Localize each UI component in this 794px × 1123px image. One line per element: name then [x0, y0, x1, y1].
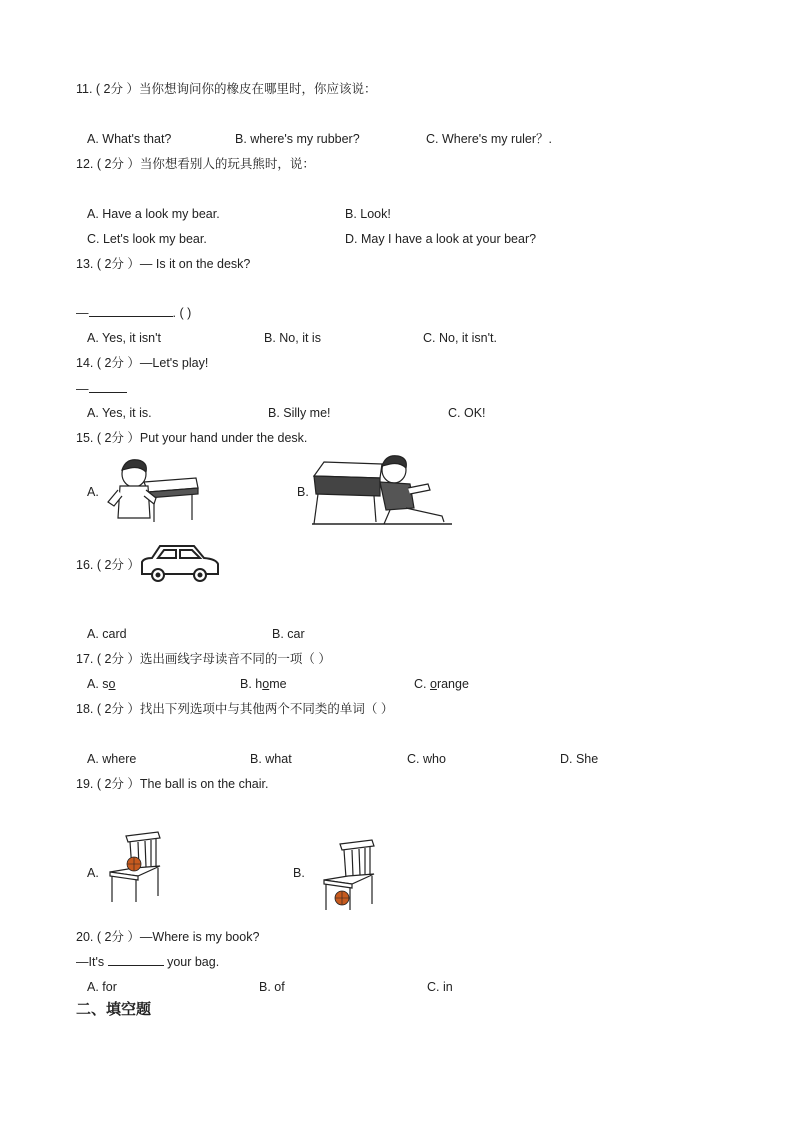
q12-option-b[interactable]: B. Look!: [345, 207, 391, 221]
q16-stem: 16. ( 2分 ）: [76, 558, 140, 572]
q14-option-a[interactable]: A. Yes, it is.: [87, 406, 152, 420]
q20-option-b[interactable]: B. of: [259, 980, 285, 994]
q16-option-b[interactable]: B. car: [272, 627, 305, 641]
ball-under-chair-illustration[interactable]: [318, 838, 380, 912]
q15-option-b-label[interactable]: B.: [297, 485, 309, 499]
q20-answer-blank[interactable]: [108, 954, 164, 966]
car-icon[interactable]: [138, 542, 222, 586]
q13-option-a[interactable]: A. Yes, it isn't: [87, 331, 161, 345]
q17-option-b[interactable]: [240, 676, 287, 692]
q13-answer-paren: . ( ): [172, 306, 192, 320]
q17-a-underlined-letter: o: [108, 677, 116, 691]
q19-stem: 19. ( 2分 ）The ball is on the chair.: [76, 777, 269, 791]
q17-b-rest: me: [269, 677, 287, 691]
q14-answer-blank[interactable]: [89, 381, 127, 393]
q11-option-c[interactable]: C. Where's my ruler？.: [426, 132, 553, 146]
q19-option-b-label[interactable]: B.: [293, 866, 305, 880]
q12-option-c[interactable]: C. Let's look my bear.: [87, 232, 207, 246]
q14-option-c[interactable]: C. OK!: [448, 406, 486, 420]
q18-option-b[interactable]: B. what: [250, 752, 292, 766]
q14-answer-dash: —: [76, 382, 89, 396]
q18-option-a[interactable]: A. where: [87, 752, 137, 766]
q12-option-d[interactable]: D. May I have a look at your bear?: [345, 232, 537, 246]
q20-option-a[interactable]: A. for: [87, 980, 117, 994]
q18-option-d[interactable]: D. She: [560, 752, 599, 766]
q12-stem: 12. ( 2分 ）当你想看别人的玩具熊时，说：: [76, 157, 315, 171]
q19-option-a-label[interactable]: A.: [87, 866, 99, 880]
q20-stem: 20. ( 2分 ）—Where is my book?: [76, 930, 260, 944]
ball-on-chair-illustration[interactable]: [104, 830, 166, 904]
q11-stem: 11. ( 2分 ）当你想询问你的橡皮在哪里时，你应该说：: [76, 82, 377, 96]
q17-c-underlined-letter: o: [429, 677, 437, 691]
q12-option-a[interactable]: A. Have a look my bear.: [87, 207, 220, 221]
section-title: 二、填空题: [76, 1001, 152, 1018]
q17-stem: 17. ( 2分 ）选出画线字母读音不同的一项（ ）: [76, 652, 331, 666]
q11-option-b[interactable]: B. where's my rubber?: [235, 132, 360, 146]
q13-answer-blank[interactable]: [89, 305, 173, 317]
q15-stem: 15. ( 2分 ）Put your hand under the desk.: [76, 431, 308, 445]
boy-beside-desk-illustration[interactable]: [104, 458, 200, 524]
q17-option-a[interactable]: [87, 676, 116, 692]
q17-b-underlined-letter: o: [262, 677, 270, 691]
q18-stem: 18. ( 2分 ）找出下列选项中与其他两个不同类的单词（ ）: [76, 702, 394, 716]
q13-option-b[interactable]: B. No, it is: [264, 331, 321, 345]
q14-option-b[interactable]: B. Silly me!: [268, 406, 331, 420]
q13-option-c[interactable]: C. No, it isn't.: [423, 331, 497, 345]
q15-option-a-label[interactable]: A.: [87, 485, 99, 499]
q17-c-rest: range: [436, 677, 469, 691]
boy-under-desk-illustration[interactable]: [310, 454, 455, 526]
q17-b-text: B. h: [240, 677, 263, 691]
q16-option-a[interactable]: A. card: [87, 627, 127, 641]
q13-answer-line: [76, 305, 191, 321]
q18-option-c[interactable]: C. who: [407, 752, 446, 766]
q11-option-a[interactable]: A. What's that?: [87, 132, 172, 146]
q20-sentence-start: —It's: [76, 955, 105, 969]
q14-stem: 14. ( 2分 ）—Let's play!: [76, 356, 209, 370]
q13-answer-dash: —: [76, 306, 89, 320]
q20-sentence: [76, 954, 219, 970]
q17-option-c[interactable]: [414, 676, 469, 692]
q14-answer-line: [76, 381, 127, 397]
q17-a-text: A. s: [87, 677, 109, 691]
q17-c-text: C.: [414, 677, 430, 691]
q20-sentence-end: your bag.: [167, 955, 220, 969]
q20-option-c[interactable]: C. in: [427, 980, 453, 994]
q13-stem: 13. ( 2分 ）— Is it on the desk?: [76, 257, 251, 271]
